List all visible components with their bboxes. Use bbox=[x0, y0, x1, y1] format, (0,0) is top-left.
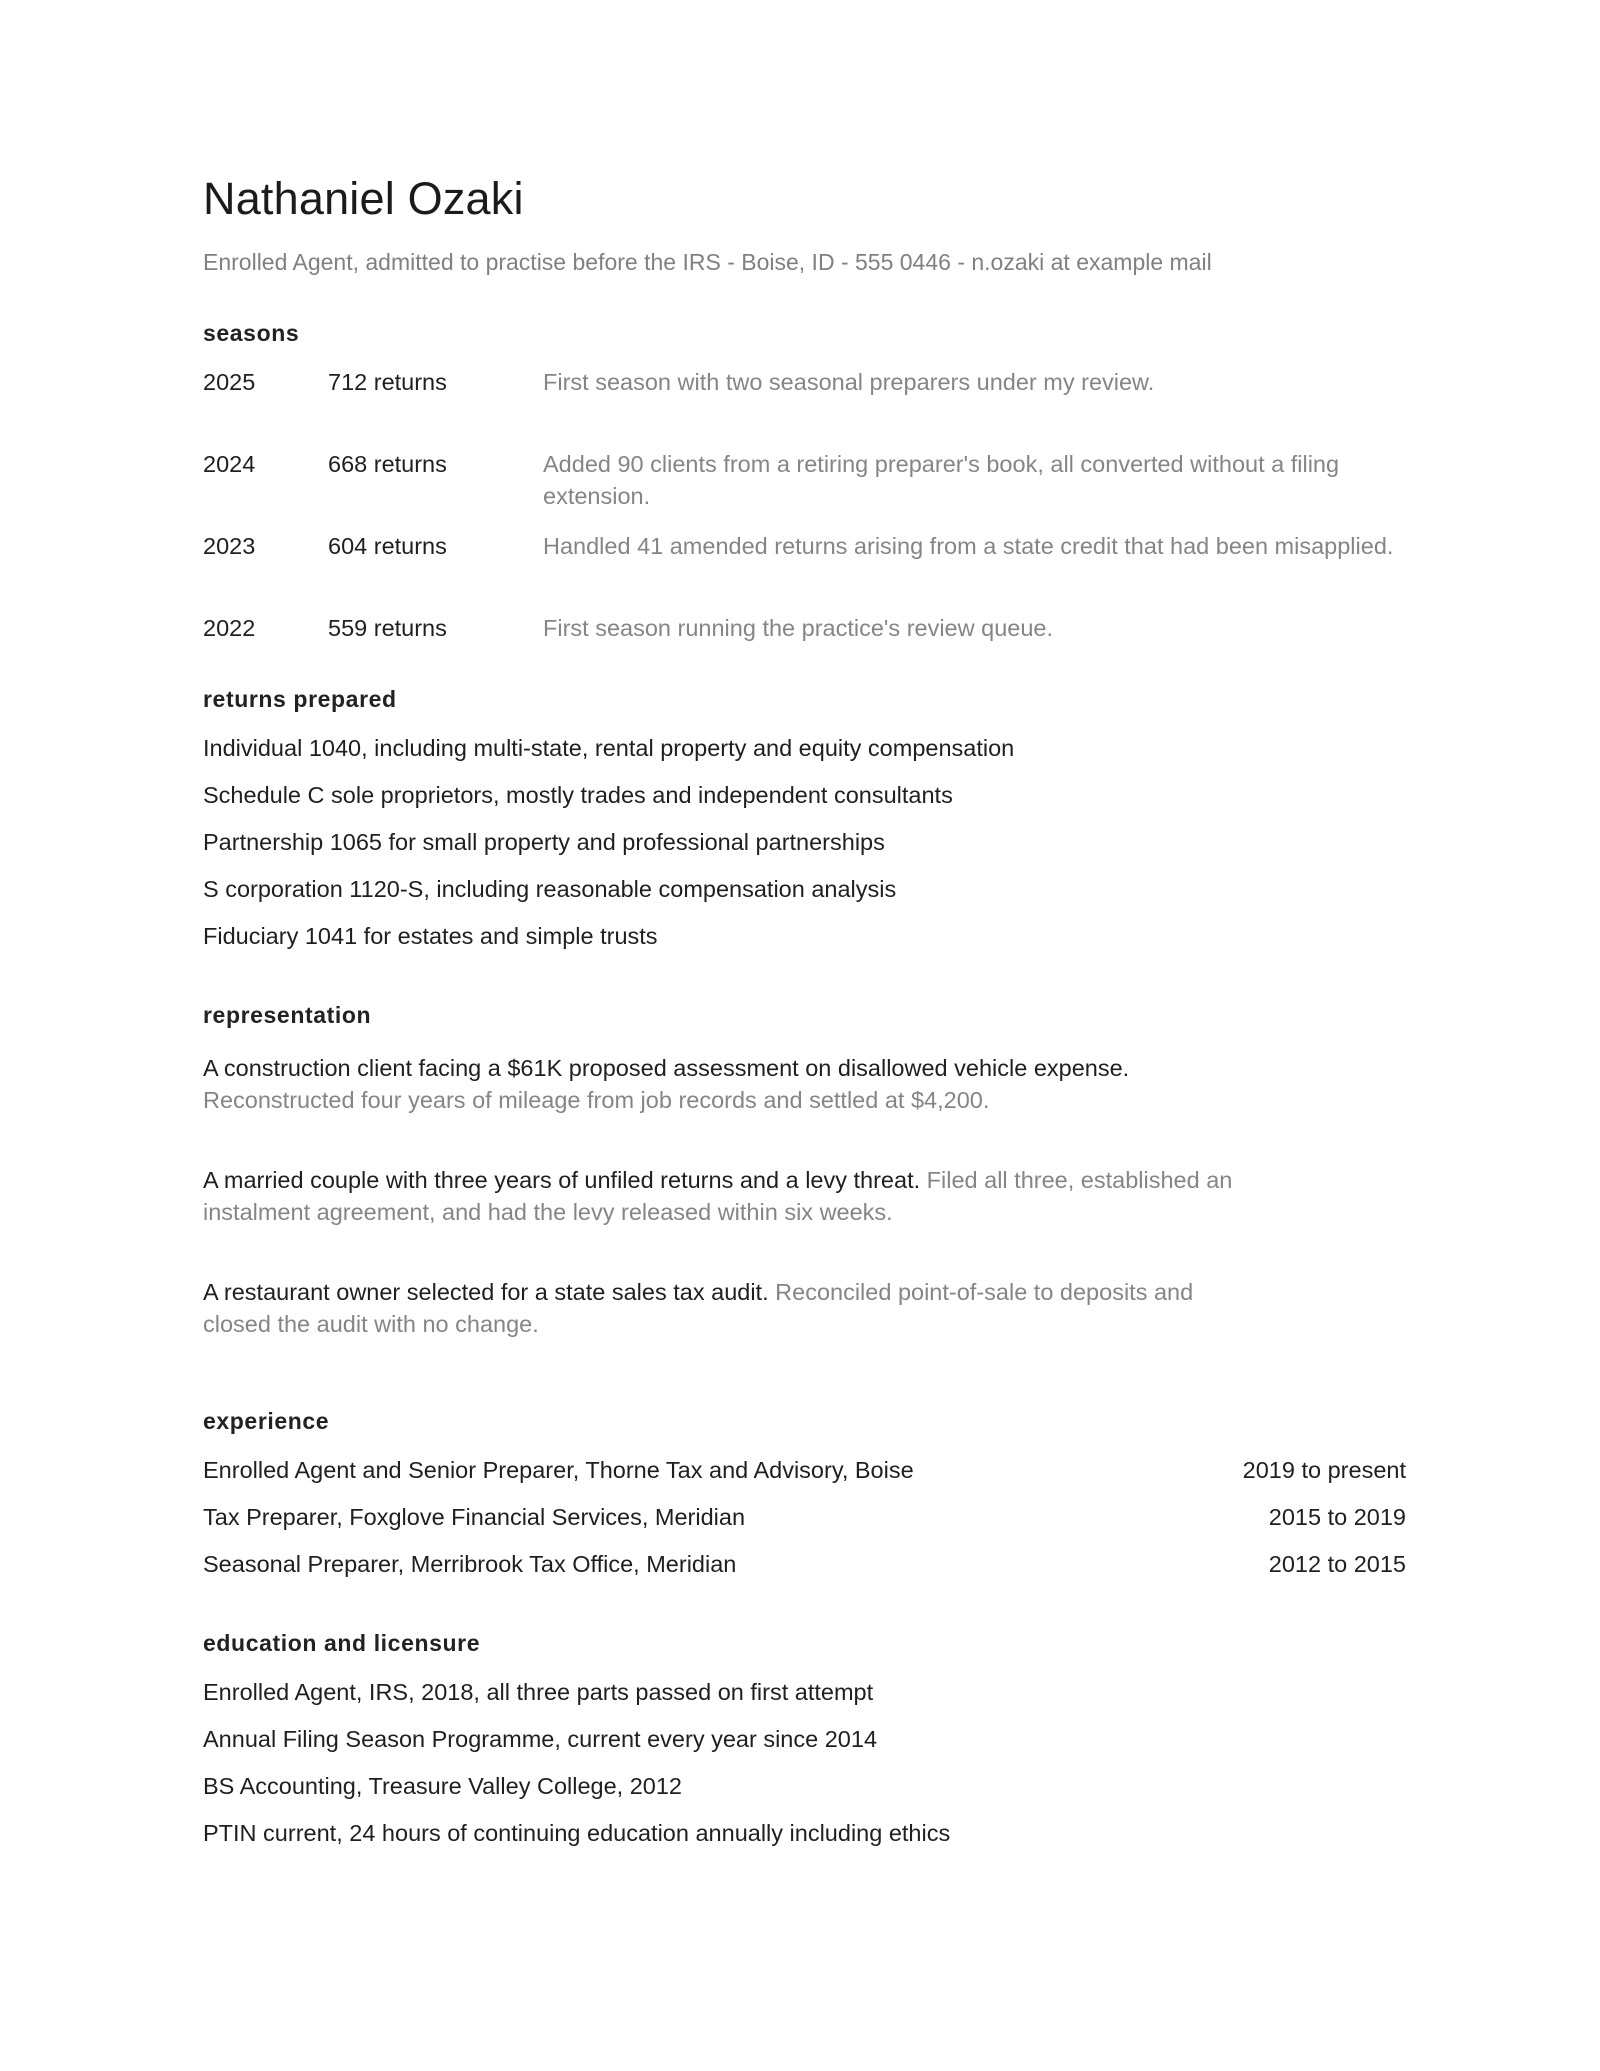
representation-item bbox=[203, 1052, 1203, 1116]
contact-line: Enrolled Agent, admitted to practise before the IRS - Boise, ID - 555 0446 - n.ozaki at example mail bbox=[203, 249, 1212, 275]
experience-row bbox=[203, 1454, 1406, 1486]
season-year: 2025 bbox=[203, 369, 256, 395]
list-item: Partnership 1065 for small property and professional partnerships bbox=[203, 829, 885, 855]
returns-prepared-section bbox=[203, 684, 1600, 952]
season-note: First season with two seasonal preparers under my review. bbox=[543, 369, 1155, 395]
section-heading-returns-prepared: returns prepared bbox=[203, 686, 397, 712]
list-item: S corporation 1120-S, including reasonable compensation analysis bbox=[203, 876, 897, 902]
season-note: Handled 41 amended returns arising from a state credit that had been misapplied. bbox=[543, 533, 1394, 559]
season-returns: 559 returns bbox=[328, 615, 447, 641]
representation-case: A restaurant owner selected for a state sales tax audit. bbox=[203, 1279, 769, 1305]
section-heading-seasons: seasons bbox=[203, 320, 300, 346]
season-returns: 604 returns bbox=[328, 533, 447, 559]
season-year: 2024 bbox=[203, 451, 256, 477]
experience-dates: 2012 to 2015 bbox=[1268, 1551, 1406, 1577]
education-section bbox=[203, 1628, 1600, 1849]
experience-role: Seasonal Preparer, Merribrook Tax Office, Meridian bbox=[203, 1551, 737, 1577]
list-item: PTIN current, 24 hours of continuing education annually including ethics bbox=[203, 1820, 951, 1846]
representation-outcome: Reconciled point-of-sale to deposits and closed the audit with no change. bbox=[203, 1279, 1194, 1337]
season-year: 2023 bbox=[203, 533, 256, 559]
list-item: Enrolled Agent, IRS, 2018, all three parts passed on first attempt bbox=[203, 1679, 874, 1705]
experience-role: Tax Preparer, Foxglove Financial Services, Meridian bbox=[203, 1504, 746, 1530]
season-row bbox=[203, 530, 1600, 612]
season-returns: 668 returns bbox=[328, 451, 447, 477]
representation-section bbox=[203, 1000, 1600, 1340]
section-heading-experience: experience bbox=[203, 1408, 330, 1434]
list-item: BS Accounting, Treasure Valley College, 2012 bbox=[203, 1773, 682, 1799]
representation-item bbox=[203, 1276, 1263, 1340]
experience-row bbox=[203, 1548, 1406, 1580]
section-heading-education: education and licensure bbox=[203, 1630, 481, 1656]
representation-case: A construction client facing a $61K proposed assessment on disallowed vehicle expense. bbox=[203, 1055, 1130, 1081]
season-row bbox=[203, 612, 1600, 644]
section-heading-representation: representation bbox=[203, 1002, 372, 1028]
representation-outcome: Reconstructed four years of mileage from job records and settled at $4,200. bbox=[203, 1087, 990, 1113]
representation-item bbox=[203, 1164, 1293, 1228]
representation-case: A married couple with three years of unfiled returns and a levy threat. bbox=[203, 1167, 921, 1193]
experience-row bbox=[203, 1501, 1406, 1533]
experience-dates: 2019 to present bbox=[1242, 1457, 1406, 1483]
season-note: First season running the practice's review queue. bbox=[543, 615, 1054, 641]
season-row bbox=[203, 366, 1600, 448]
season-row bbox=[203, 448, 1600, 530]
list-item: Annual Filing Season Programme, current every year since 2014 bbox=[203, 1726, 878, 1752]
season-year: 2022 bbox=[203, 615, 256, 641]
experience-section bbox=[203, 1406, 1600, 1580]
representation-outcome: Filed all three, established an instalment agreement, and had the levy released within six weeks. bbox=[203, 1167, 1233, 1225]
season-note: Added 90 clients from a retiring preparer's book, all converted without a filing extension. bbox=[543, 451, 1340, 509]
list-item: Schedule C sole proprietors, mostly trades and independent consultants bbox=[203, 782, 953, 808]
season-returns: 712 returns bbox=[328, 369, 447, 395]
experience-dates: 2015 to 2019 bbox=[1268, 1504, 1406, 1530]
list-item: Individual 1040, including multi-state, rental property and equity compensation bbox=[203, 735, 1015, 761]
candidate-name: Nathaniel Ozaki bbox=[203, 173, 524, 224]
list-item: Fiduciary 1041 for estates and simple trusts bbox=[203, 923, 658, 949]
experience-role: Enrolled Agent and Senior Preparer, Thorne Tax and Advisory, Boise bbox=[203, 1457, 914, 1483]
seasons-section bbox=[203, 318, 1600, 644]
